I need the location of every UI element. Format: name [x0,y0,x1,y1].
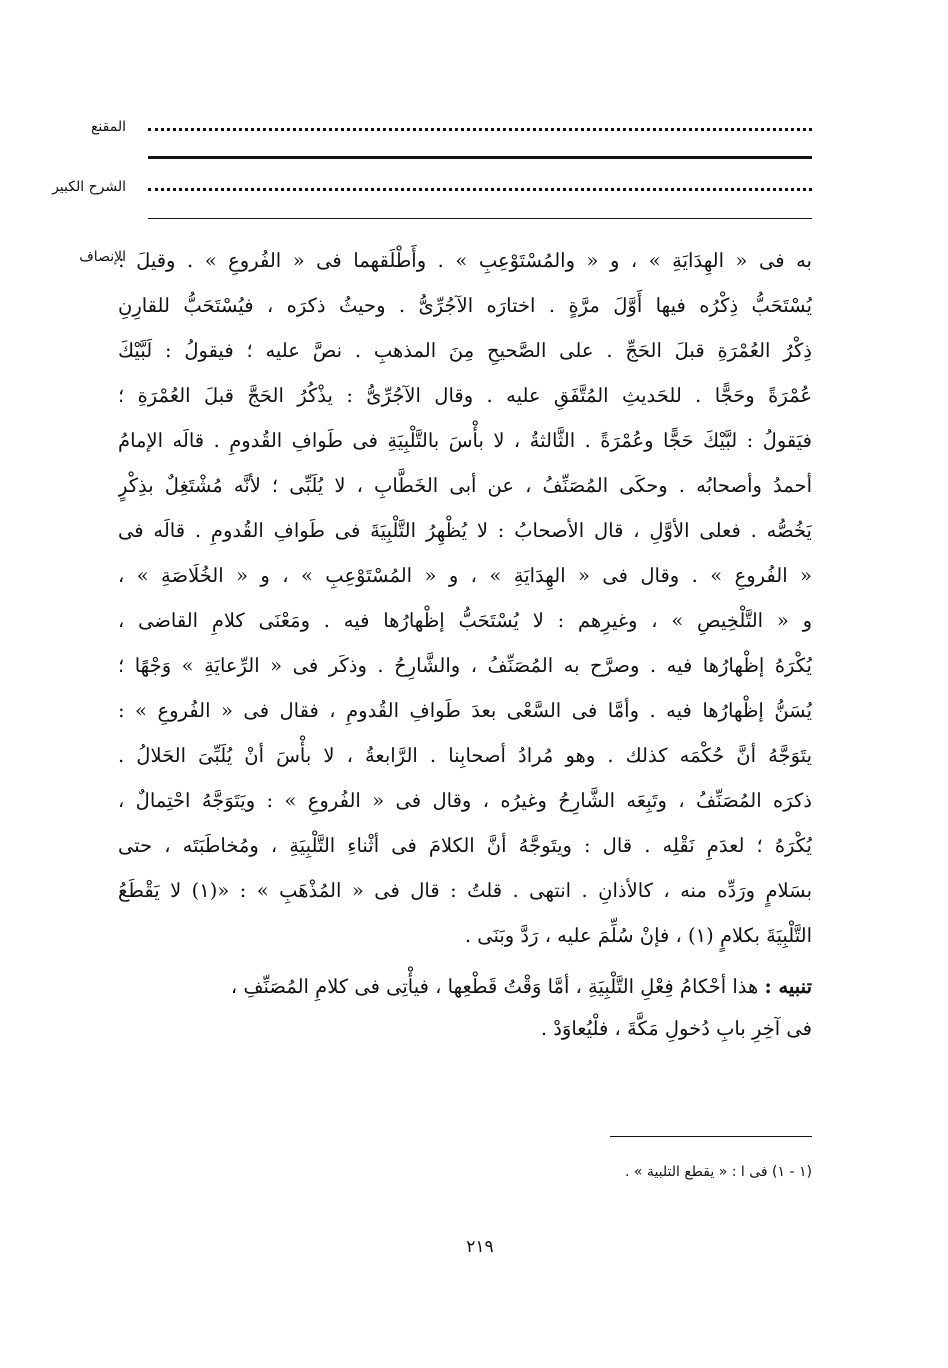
body-line: و « التَّلْخِيصِ » ، وغيرِهم : لا يُسْتَحَبُّ إظْهارُها فيه . ومَعْنَى كلامِ القاضى ، [118,609,812,632]
body-line: عُمْرَةً وحَجًّا . للحَديثِ المُتَّفَقِ عليه . وقال الآجُرِّىُّ : يذْكُرُ الحَجَّ قبلَ العُمْرَةِ ؛ [118,384,812,407]
note-text: هذا أحْكامُ فِعْلِ التَّلْبِيَةِ ، أمَّا وَقْتُ قَطْعِها ، فيأْتِى فى كلامِ المُصَنِّفِ ، [230,975,765,998]
header-rule-thin [148,218,812,219]
margin-label-insaf: الإنصاف [79,249,126,265]
tanbih-note [118,966,812,1050]
muqni-dotted-line [148,128,812,131]
body-line: ذكرَه المُصَنِّفُ ، وتَبِعَه الشَّارِحُ وغيرُه ، وقال فى « الفُروعِ » : ويَتَوَجَّهُ احْتِمالٌ ، [118,789,812,812]
body-line: فيَقولُ : لبَّيْكَ حَجًّا وعُمْرَةً . الثَّالثةُ ، لا بأْسَ بالتَّلْبِيَةِ فى طَوافِ القُدومِ . قالَه الإمامُ [118,429,812,452]
footnote: (١ - ١) فى ا : « يقطع التلبية » . [625,1164,812,1180]
body-line: يُكْرَهُ ؛ لعدَمِ نَقْلِه . قال : ويتَوجَّهُ أنَّ الكلامَ فى أثْناءِ التَّلْبِيَةِ ، ومُخاطَبَتَه ، حتى [118,834,812,857]
footnote-rule [610,1136,812,1137]
header-rule-thick [148,156,812,159]
margin-label-muqni: المقنع [90,119,126,135]
body-line: التَّلْبِيَةَ بكلامٍ (١) ، فإنْ سُلِّمَ عليه ، رَدَّ وبَنَى . [464,924,812,947]
sharh-dotted-line [148,188,812,191]
body-line: يُسْتَحَبُّ ذِكْرُه فيها أَوَّلَ مرَّةٍ . اختارَه الآجُرِّىُّ . وحيثُ ذكرَه ، فيُسْتَحَبُّ للقارِنِ [118,294,812,317]
body-line: به فى « الهِدَايَةِ » ، و « والمُسْتَوْعِبِ » . وأَطْلَقهما فى « الفُروعِ » . وقيلَ : [118,249,812,272]
body-line: بسَلامٍ ورَدِّه منه ، كالأذانِ . انتهى . قلتُ : قال فى « المُذْهَبِ » : «(١) لا يَقْطَعُ [118,879,812,902]
note-heading: تنبيه : [764,975,812,998]
body-line: أحمدُ وأصحابُه . وحكَى المُصَنِّفُ ، عن أبى الخَطَّابِ ، لا يُلَبِّى ؛ لأنَّه مُشْتَغِلٌ بذِكْرٍ [118,474,812,497]
body-line: « الفُروعِ » . وقال فى « الهِدَايَةِ » ، و « المُسْتَوْعِبِ » ، و « الخُلَاصَةِ » ، [118,564,812,587]
body-line: يتَوَجَّهُ أنَّ حُكْمَه كذلك . وهو مُرادُ أصحابِنا . الرَّابعةُ ، لا بأْسَ أنْ يُلَبِّىَ الحَلالُ . [118,744,812,767]
page-number: ٢١٩ [466,1237,494,1257]
note-line [118,966,812,1008]
insaf-body-text [118,238,812,958]
body-line: يُكْرَهُ إظْهارُها فيه . وصرَّح به المُصَنِّفُ ، والشَّارِحُ . وذكَر فى « الرِّعايَةِ » وَجْهًا ؛ [118,654,812,677]
body-line: يُسَنُّ إظْهارُها فيه . وأمَّا فى السَّعْى بعدَ طَوافِ القُدومِ ، فقال فى « الفُروعِ » : [118,699,812,722]
margin-label-sharh-kabir: الشرح الكبير [52,179,126,195]
note-line: فى آخِرِ بابِ دُخولِ مَكَّةَ ، فلْيُعاوَدْ . [540,1017,812,1040]
body-line: ذِكْرُ العُمْرَةِ قبلَ الحَجِّ . على الصَّحيحِ مِنَ المذهبِ . نصَّ عليه ؛ فيقولُ : لَبَّيْكَ [118,339,812,362]
body-line: يَخُصُّه . فعلى الأوَّلِ ، قال الأصحابُ : لا يُظْهِرُ التَّلْبِيَةَ فى طَوافِ القُدومِ . قالَه فى [118,519,812,542]
